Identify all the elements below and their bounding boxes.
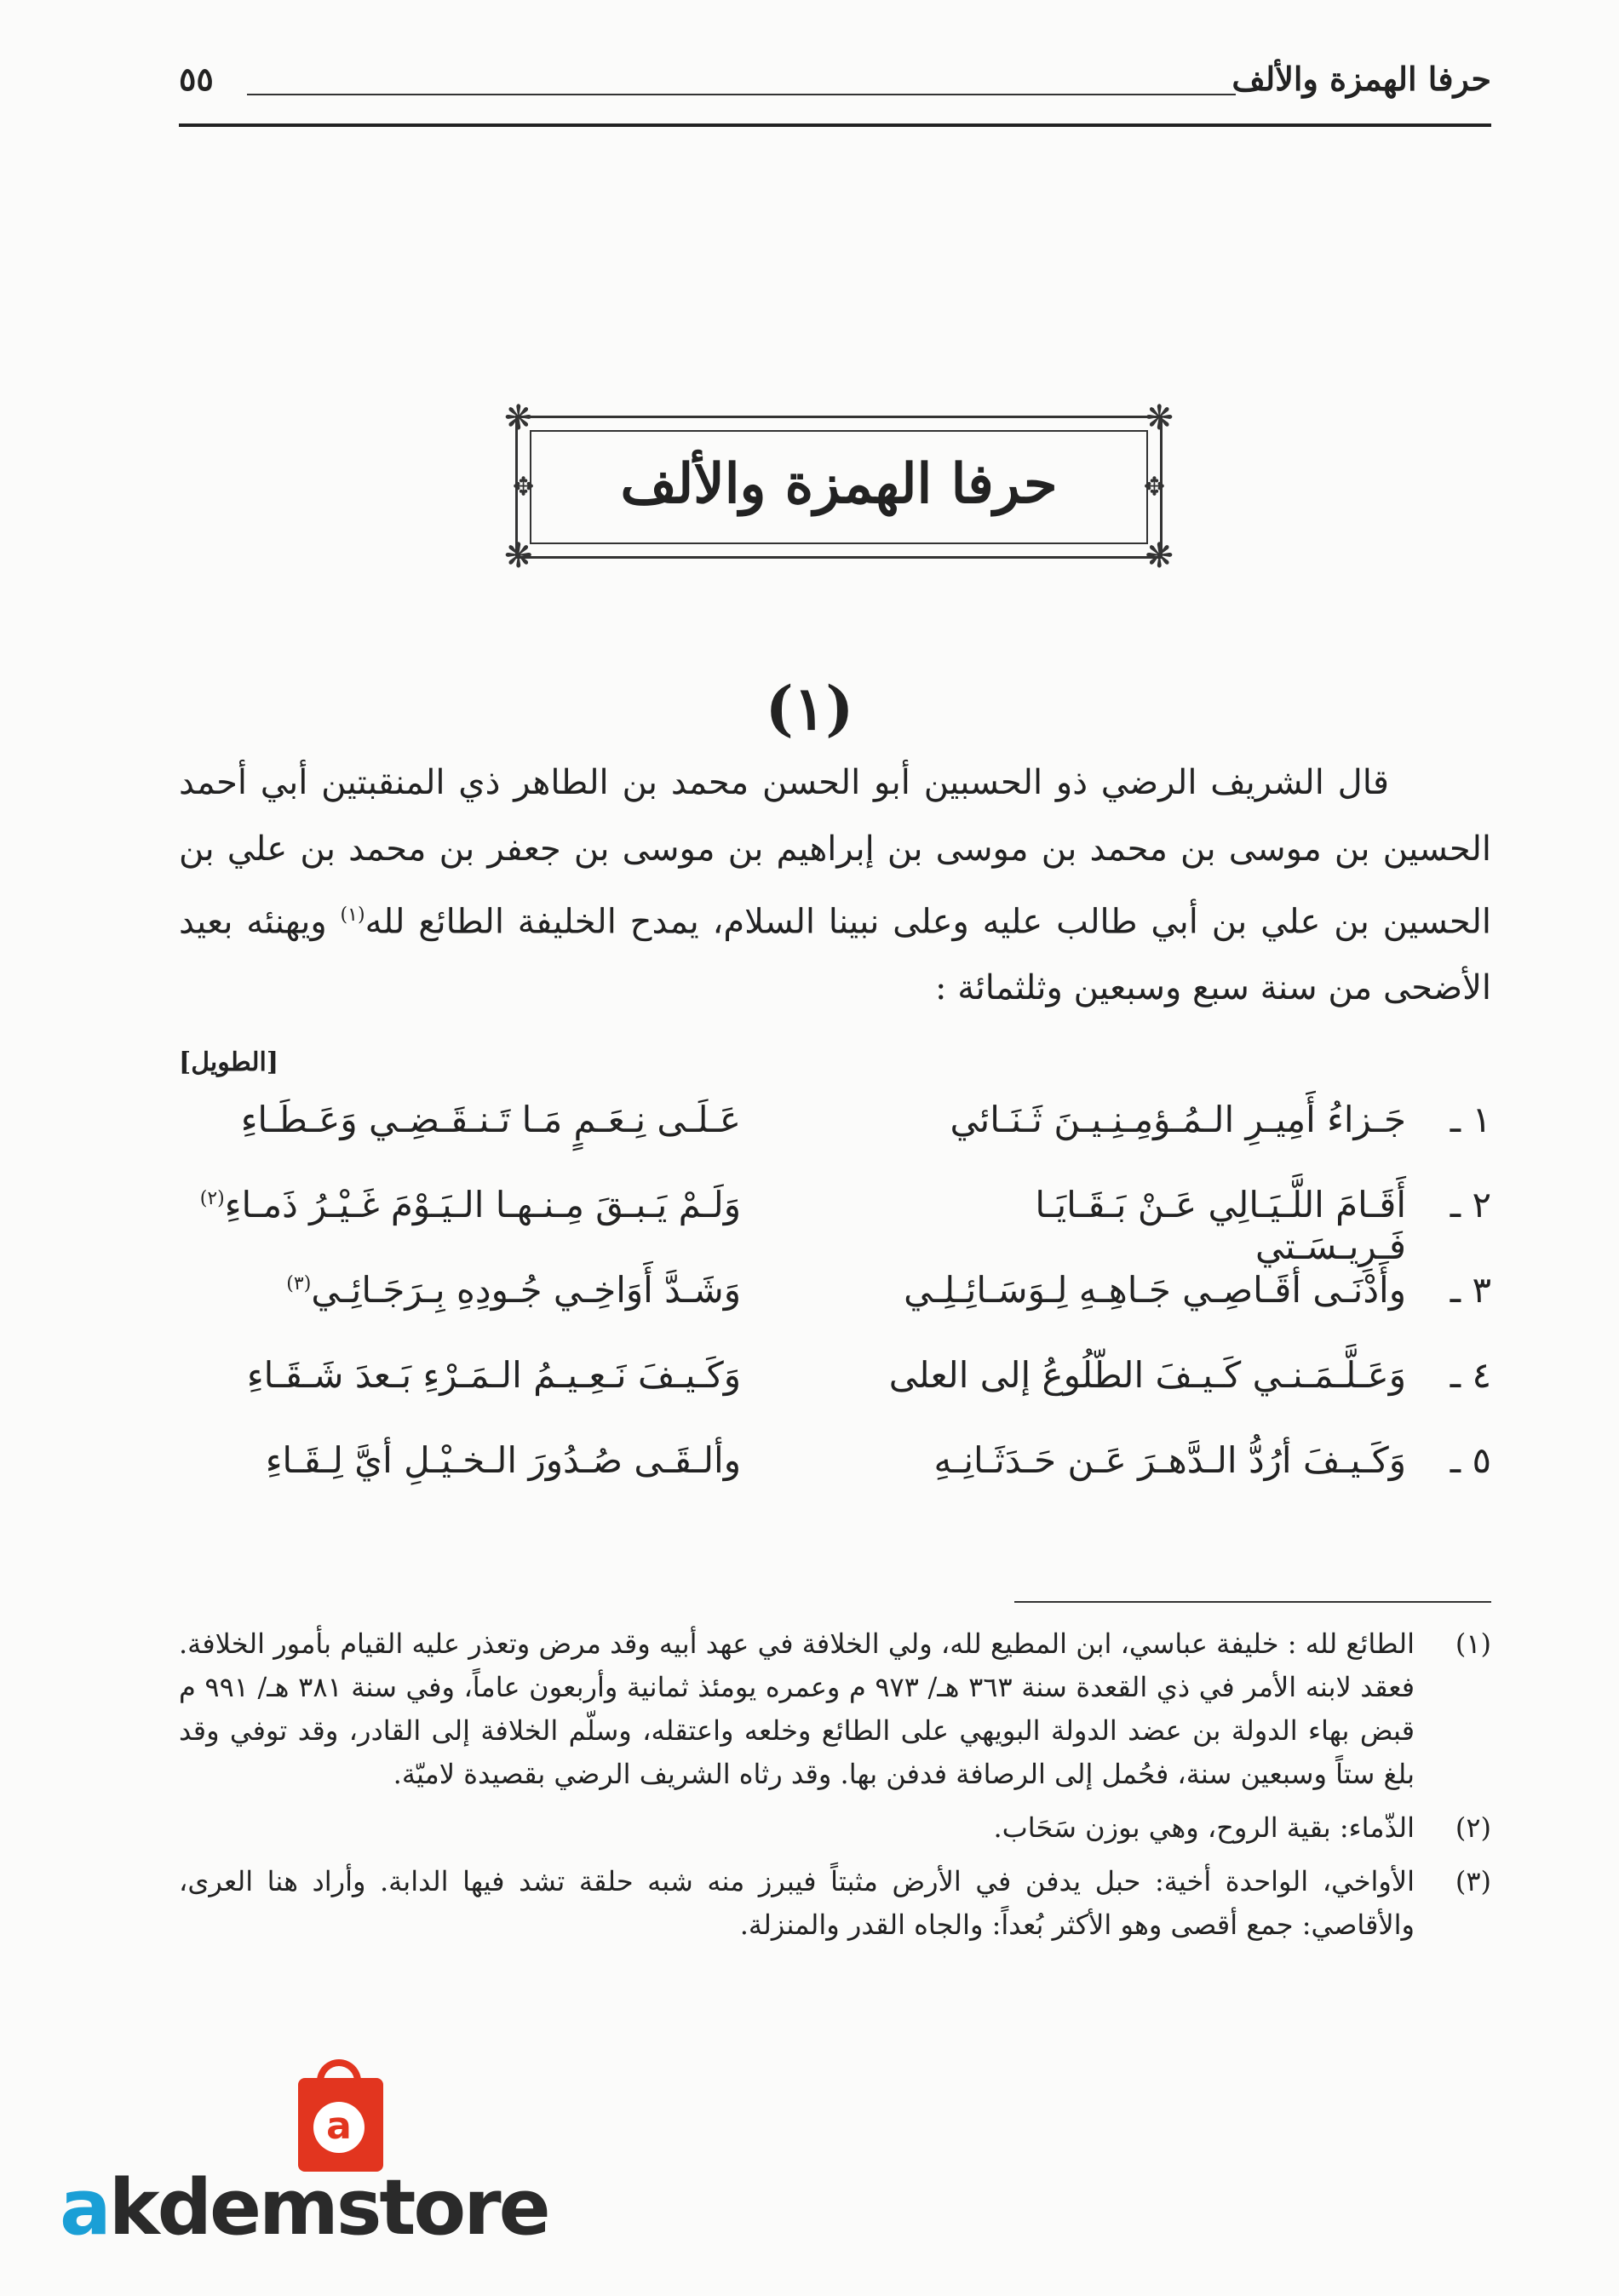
running-header bbox=[179, 60, 1491, 128]
side-ornament-icon: ✥ bbox=[513, 472, 535, 502]
store-watermark bbox=[60, 2078, 548, 2253]
verse-second-hemistich: وَلَـمْ يَـبـقَ مِـنـهـا الـيَـوْمَ غَـيْـرُ ذَمـاءِ$^{(٢)}$ bbox=[199, 1184, 741, 1225]
footnote bbox=[179, 1806, 1491, 1850]
verse-row bbox=[179, 1090, 1491, 1175]
corner-ornament-icon: ❋ bbox=[504, 537, 533, 576]
side-ornament-icon: ✥ bbox=[1143, 472, 1165, 502]
verse-second-hemistich: عَـلَـى نِـعَـمٍ مَـا تَـنـقَـضِـي وَعَـطَـاءِ bbox=[240, 1099, 741, 1140]
chapter-title-frame bbox=[504, 399, 1174, 576]
verse-row bbox=[179, 1175, 1491, 1267]
meter-label: [الطويل] bbox=[179, 1048, 279, 1077]
shopping-bag-icon bbox=[298, 2078, 383, 2172]
footnote-number: (١) bbox=[1455, 1627, 1491, 1660]
corner-ornament-icon: ❋ bbox=[1145, 537, 1174, 576]
verse-row bbox=[179, 1431, 1491, 1516]
verse-second-hemistich: وَكَـيـفَ نَـعِـيـمُ الـمَـرْءِ بَـعدَ شَـقَـاءِ bbox=[246, 1354, 741, 1396]
header-rule bbox=[179, 123, 1491, 127]
footnote-separator bbox=[1014, 1601, 1491, 1603]
footnotes bbox=[179, 1622, 1491, 1957]
brand-wordmark: akdemstore bbox=[60, 2163, 548, 2253]
footnote-text: الذّماء: بقية الروح، وهي بوزن سَحَاب. bbox=[993, 1811, 1415, 1844]
corner-ornament-icon: ❋ bbox=[504, 399, 533, 438]
verse-list bbox=[179, 1090, 1491, 1516]
intro-text-end: ويهنئه بعيد الأضحى من سنة سبع وسبعين وثلثمائة : bbox=[179, 902, 1491, 1008]
chapter-title: حرفا الهمزة والألف bbox=[620, 452, 1058, 516]
verse-first-hemistich: وَعَـلَّـمَـنـي كَـيـفَ الطّلُوعُ إلى العلى bbox=[888, 1354, 1406, 1396]
footnote bbox=[179, 1622, 1491, 1796]
verse-first-hemistich: جَـزاءُ أَمِيـرِ الـمُـؤمِـنِـيـنَ ثَـنَـائي bbox=[950, 1099, 1406, 1140]
verse-number: ٤ ـ bbox=[1450, 1354, 1491, 1396]
footnote-number: (٢) bbox=[1455, 1811, 1491, 1844]
verse-second-hemistich: وَشَـدَّ أَوَاخِـي جُـودِهِ بِـرَجَـائِـي$^{(٣)}$ bbox=[286, 1269, 741, 1311]
header-line bbox=[247, 94, 1236, 95]
bag-letter: a bbox=[313, 2102, 365, 2153]
corner-ornament-icon: ❋ bbox=[1145, 399, 1174, 438]
footnote-reference: (٣) bbox=[286, 1273, 312, 1294]
verse-row bbox=[179, 1260, 1491, 1346]
verse-number: ١ ـ bbox=[1450, 1099, 1491, 1140]
poem-introduction bbox=[179, 749, 1491, 1021]
footnote-number: (٣) bbox=[1455, 1865, 1491, 1897]
intro-text: قال الشريف الرضي ذو الحسبين أبو الحسن محمد بن الطاهر ذي المنقبتين أبي أحمد الحسين بن موسى بن محمد بن موسى بن إبراهيم بن موسى بن جعفر بن محمد بن علي بن الحسين بن علي بن أبي طالب عليه وعلى نبينا السلام، يمدح الخليفة الطائع لله bbox=[179, 763, 1491, 942]
verse-first-hemistich: وأَدْنَـى أقَـاصِـي جَـاهِـهِ لِـوَسَـائِـلِـي bbox=[904, 1269, 1406, 1311]
header-title: حرفا الهمزة والألف bbox=[1231, 60, 1491, 98]
poem-number: (١) bbox=[765, 673, 854, 743]
footnote-text: الأواخي، الواحدة أخية: حبل يدفن في الأرض مثبتاً فيبرز منه شبه حلقة تشد فيها الدابة. وأراد هنا العرى، والأقاصي: جمع أقصى وهو الأكثر بُعداً: والجاه القدر والمنزلة. bbox=[179, 1865, 1415, 1941]
footnote-reference: (١) bbox=[340, 904, 365, 926]
verse-row bbox=[179, 1346, 1491, 1431]
verse-first-hemistich: وَكَـيـفَ أرُدُّ الـدَّهـرَ عَـن حَـدَثَـانِـهِ bbox=[933, 1439, 1406, 1481]
verse-second-hemistich: وألـقَـى صُـدُورَ الـخـيْـلِ أيَّ لِـقَـاءِ bbox=[265, 1439, 741, 1481]
footnote-text: الطائع لله : خليفة عباسي، ابن المطيع لله، ولي الخلافة في عهد أبيه وقد مرض وتعذر عليه القيام بأمور الخلافة. فعقد لابنه الأمر في ذي القعدة سنة ٣٦٣ هـ/ ٩٧٣ م وعمره يومئذ ثمانية وأربعون عاماً، وفي سنة ٣٨١ هـ/ ٩٩١ م قبض بهاء الدولة بن عضد الدولة البويهي على الطائع وخلعه واعتقله، وسلّم الخلافة إلى القادر، وقد توفي وقد بلغ ستاً وسبعين سنة، فحُمل إلى الرصافة فدفن بها. وقد رثاه الشريف الرضي بقصيدة لاميّة. bbox=[179, 1627, 1415, 1790]
verse-first-hemistich: أَقَـامَ اللَّـيَـالِي عَـنْ بَـقَـايَـا فَـرِيـسَـتي bbox=[1035, 1184, 1406, 1267]
page-number: ٥٥ bbox=[179, 60, 214, 98]
verse-number: ٣ ـ bbox=[1450, 1269, 1491, 1311]
footnote-reference: (٢) bbox=[199, 1188, 225, 1209]
footnote bbox=[179, 1860, 1491, 1947]
verse-number: ٥ ـ bbox=[1450, 1439, 1491, 1481]
verse-number: ٢ ـ bbox=[1450, 1184, 1491, 1225]
